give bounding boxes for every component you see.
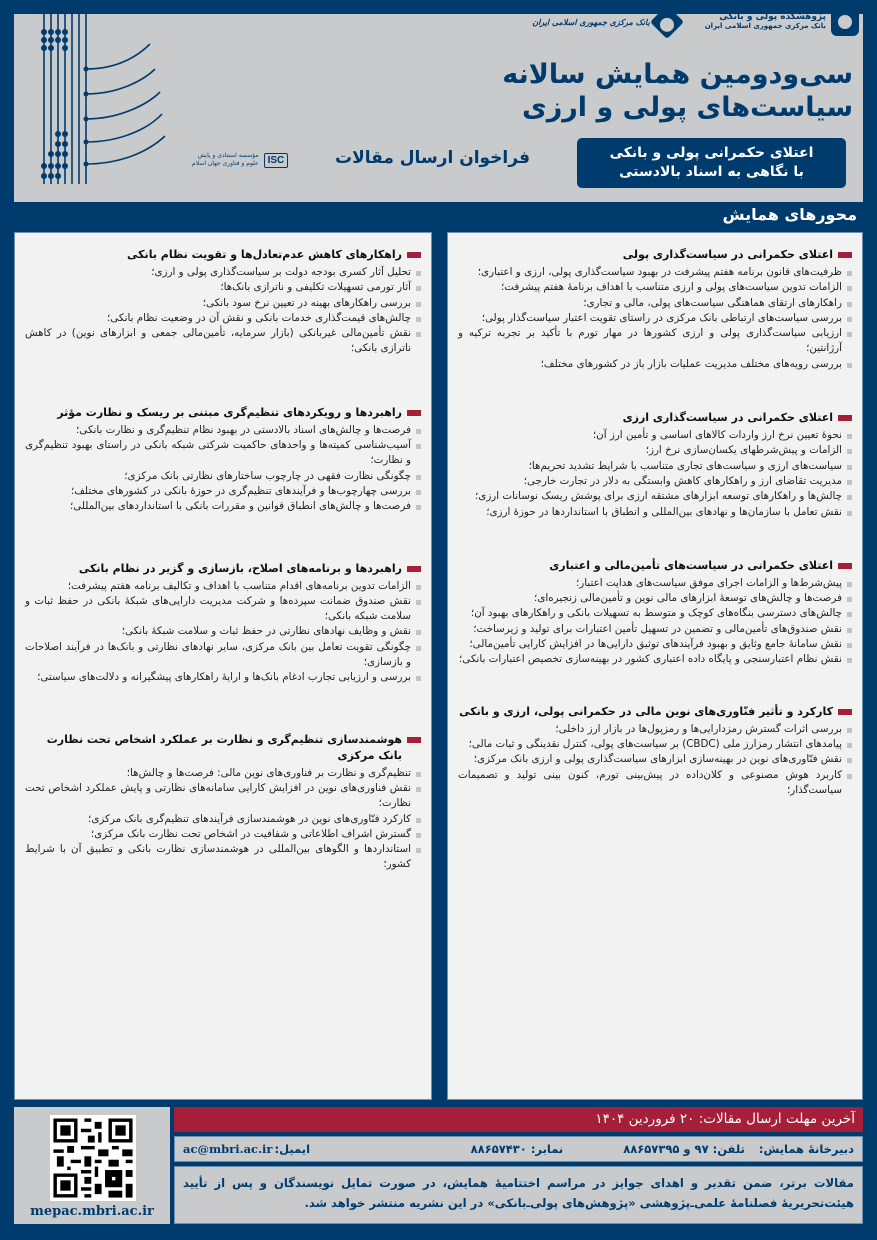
list-item: فرصت‌ها و چالش‌های اسناد بالادستی در بهبود نظام تنظیم‌گری و نظارت بانکی؛ [25, 423, 421, 438]
list-item: بررسی چهارچوب‌ها و فرآیندهای تنظیم‌گری در حوزهٔ بانکی در کشورهای مختلف؛ [25, 484, 421, 499]
list-item: چگونگی تقویت تعامل بین بانک مرکزی، سایر نهادهای نظارتی و بانک‌ها در فرآیند اصلاحات و بازسازی؛ [25, 640, 421, 671]
theme-line-1: اعتلای حکمرانی پولی و بانکی [609, 145, 814, 161]
list-item: نقش سامانهٔ جامع وثایق و بهبود فرآیندهای توثیق دارایی‌ها در افزایش کارایی تأمین‌مالی؛ [458, 637, 852, 652]
section-bullet-icon [838, 252, 852, 258]
phone-number: تلفن: ۹۷ و ۸۸۶۵۷۳۹۵ [623, 1142, 745, 1156]
section-bullet-icon [407, 737, 421, 743]
list-item: بررسی اثرات گسترش رمزدارایی‌ها و رمزپول‌ها در بازار ارز داخلی؛ [458, 722, 852, 737]
section-title: راهبردها و رویکردهای تنظیم‌گری مبتنی بر ریسک و نظارت مؤثر [57, 405, 402, 419]
institute-emblem-icon [831, 8, 859, 36]
calligraphy-artwork [30, 14, 180, 184]
section-title: راهکارهای کاهش عدم‌تعادل‌ها و تقویت نظام بانکی [127, 248, 402, 261]
list-item: چالش‌ها و راهکارهای توسعه ابزارهای مشتقه ارزی برای پوشش ریسک نوسانات ارزی؛ [458, 489, 852, 504]
section-title: کارکرد و تأثیر فنّاوری‌های نوین مالی در حکمرانی پولی، ارزی و بانکی [459, 704, 833, 718]
list-item: نقش و وظایف نهادهای نظارتی در حفظ ثبات و سلامت شبکهٔ بانکی؛ [25, 624, 421, 639]
section-bullet-icon [838, 563, 852, 569]
secretariat-label: دبیرخانهٔ همایش: [758, 1142, 854, 1156]
email-label: ایمیل: [274, 1142, 311, 1156]
list-item: نقش فناوری‌های نوین در افزایش کارایی سامانه‌های نظارتی و پایش عملکرد اشخاص تحت نظارت؛ [25, 781, 421, 812]
list-item: بررسی راهکارهای بهینه در تعیین نرخ سود بانکی؛ [25, 296, 421, 311]
list-item: الزامات و پیش‌شرطهای یکسان‌سازی نرخ ارز؛ [458, 443, 852, 458]
list-item: نقش صندوق ضمانت سپرده‌ها و شرکت مدیریت دارایی‌های شبکهٔ بانکی در حفظ ثبات و سلامت شبکه بانکی؛ [25, 594, 421, 625]
isc-line-2: علوم و فناوری جهان اسلام [192, 160, 259, 167]
list-item: مدیریت تقاضای ارز و راهکارهای کاهش وابستگی به دلار در تجارت خارجی؛ [458, 474, 852, 489]
axes-heading: محورهای همایش [722, 205, 857, 224]
list-item: نقش تعامل با سازمان‌ها و نهادهای بین‌المللی و انطباق با استانداردها در حوزهٔ ارزی؛ [458, 505, 852, 520]
list-item: بررسی و ارزیابی تجارب ادغام بانک‌ها و ارایهٔ راهکارهای پیشگیرانه و دلالت‌های سیاستی؛ [25, 670, 421, 685]
fax-number: نمابر: ۸۸۶۵۷۴۳۰ [470, 1142, 564, 1156]
list-item: تحلیل آثار کسری بودجه دولت بر سیاست‌گذاری پولی و ارزی؛ [25, 265, 421, 280]
list-item: چالش‌های قیمت‌گذاری خدمات بانکی و نقش آن در وضعیت نظام بانکی؛ [25, 311, 421, 326]
list-item: بررسی سیاست‌های ارتباطی بانک مرکزی در راستای تقویت اعتبار سیاست‌گذار پولی؛ [458, 311, 852, 326]
list-item: نقش نظام اعتبارسنجی و پایگاه داده اعتباری کشور در بهینه‌سازی تخصیص اعتبارات بانکی؛ [458, 652, 852, 667]
list-item: تنظیم‌گری و نظارت بر فناوری‌های نوین مالی: فرصت‌ها و چالش‌ها؛ [25, 766, 421, 781]
axis-section [25, 561, 421, 686]
section-title: اعتلای حکمرانی در سیاست‌های تأمین‌مالی و اعتباری [549, 558, 833, 572]
section-title: اعتلای حکمرانی در سیاست‌گذاری ارزی [622, 411, 833, 425]
deadline-banner: آخرین مهلت ارسال مقالات: ۲۰ فروردین ۱۴۰۴ [174, 1107, 863, 1132]
isc-abbr: ISC [264, 153, 289, 168]
list-item: بررسی رویه‌های مختلف مدیریت عملیات بازار باز در کشورهای مختلف؛ [458, 357, 852, 372]
list-item: نقش تأمین‌مالی غیربانکی (بازار سرمایه، تأمین‌مالی جمعی و ابزارهای نوین) در کاهش ناترازی بانکی؛ [25, 326, 421, 357]
logos-row [532, 8, 859, 36]
email-link[interactable]: ac@mbri.ac.ir [183, 1142, 273, 1156]
list-item: نقش فنّاوری‌های نوین در بهینه‌سازی ابزارهای سیاست‌گذاری پولی و ارزی بانک مرکزی؛ [458, 752, 852, 767]
list-item: الزامات تدوین سیاست‌های پولی و ارزی متناسب با اهداف برنامهٔ هفتم پیشرفت؛ [458, 280, 852, 295]
axis-section [458, 410, 852, 520]
section-title: هوشمندسازی تنظیم‌گری و نظارت بر عملکرد اشخاص تحت نظارت بانک مرکزی [46, 732, 402, 762]
list-item: آسیب‌شناسی کمیته‌ها و واحدهای حاکمیت شرکتی شبکه بانکی در راستای بهبود تنظیم‌گری و نظارت؛ [25, 438, 421, 469]
list-item: پیش‌شرط‌ها و الزامات اجرای موفق سیاست‌های هدایت اعتبار؛ [458, 576, 852, 591]
axis-section [25, 732, 421, 873]
central-bank-name: بانک مرکزی جمهوری اسلامی ایران [532, 17, 650, 27]
list-item: نحوهٔ تعیین نرخ ارز واردات کالاهای اساسی و تأمین ارز آن؛ [458, 428, 852, 443]
publication-note: مقالات برتر، ضمن تقدیر و اهدای جوایز در مراسم اختتامیهٔ همایش، در صورت تمایل نویسندگان و پس از تأیید هیئت‌تحریریهٔ فصلنامهٔ علمی‌ـ‌پژوهشی «پژوهش‌های پولی‌ـ‌بانکی» در این نشریه منتشر خواهد شد. [174, 1166, 863, 1224]
central-bank-emblem-icon [650, 5, 684, 39]
list-item: نقش صندوق‌های تأمین‌مالی و تضمین در تسهیل تأمین اعتبارات برای تولید و زیرساخت؛ [458, 622, 852, 637]
list-item: گسترش اشراف اطلاعاتی و شفافیت در اشخاص تحت نظارت بانک مرکزی؛ [25, 827, 421, 842]
axis-section [25, 405, 421, 515]
institute-name: پژوهشکده پولی و بانکی [719, 12, 826, 22]
isc-logo [192, 152, 288, 168]
section-title: اعتلای حکمرانی در سیاست‌گذاری پولی [622, 248, 833, 261]
section-bullet-icon [838, 709, 852, 715]
conference-title [473, 58, 853, 124]
section-bullet-icon [407, 566, 421, 572]
axis-section [25, 247, 421, 357]
list-item: استانداردها و الگوهای بین‌المللی در هوشمندسازی نظارت بانکی و تطبیق آن با شرایط کشور؛ [25, 842, 421, 873]
isc-line-1: مؤسسه استنادی و پایش [197, 152, 259, 159]
section-title: راهبردها و برنامه‌های اصلاح، بازسازی و گزیر در نظام بانکی [78, 561, 402, 575]
list-item: الزامات تدوین برنامه‌های اقدام متناسب با اهداف و تکالیف برنامه هفتم پیشرفت؛ [25, 579, 421, 594]
left-axes-panel [14, 232, 432, 1100]
list-item: چگونگی نظارت فقهی در چارچوب ساختارهای نظارتی بانک مرکزی؛ [25, 469, 421, 484]
institute-logo [705, 8, 859, 36]
contact-row [174, 1136, 863, 1162]
list-item: سیاست‌های ارزی و سیاست‌های تجاری متناسب با شرایط تشدید تحریم‌ها؛ [458, 459, 852, 474]
list-item: آثار تورمی تسهیلات تکلیفی و ناترازی بانک‌ها؛ [25, 280, 421, 295]
institute-sub: بانک مرکزی جمهوری اسلامی ایران [704, 22, 826, 30]
list-item: ارزیابی سیاست‌گذاری پولی و ارزی کشورها در مهار تورم با تأکید بر تجربه ترکیه و آرژانتین؛ [458, 326, 852, 357]
call-for-papers: فراخوان ارسال مقالات [335, 148, 530, 168]
qr-code[interactable] [50, 1115, 136, 1201]
section-bullet-icon [407, 252, 421, 258]
theme-box [577, 138, 846, 188]
list-item: فرصت‌ها و چالش‌های انطباق قوانین و مقررات بانکی با استانداردهای بین‌المللی؛ [25, 499, 421, 514]
section-bullet-icon [838, 415, 852, 421]
axis-section [458, 704, 852, 798]
right-axes-panel [447, 232, 863, 1100]
axis-section [458, 558, 852, 668]
list-item: پیامدهای انتشار رمزارز ملی (CBDC) بر سیاست‌های پولی، کنترل نقدینگی و ثبات مالی؛ [458, 737, 852, 752]
theme-line-2: با نگاهی به اسناد بالادستی [619, 164, 804, 180]
list-item: فرصت‌ها و چالش‌های توسعهٔ ابزارهای مالی نوین و تأمین‌مالی زنجیره‌ای؛ [458, 591, 852, 606]
website-link[interactable]: mepac.mbri.ac.ir [30, 1204, 154, 1219]
axis-section [458, 247, 852, 372]
section-bullet-icon [407, 410, 421, 416]
list-item: کاربرد هوش مصنوعی و کلان‌داده در پیش‌بینی تورم، کنون بینی تولید و تصمیمات سیاست‌گذار؛ [458, 768, 852, 799]
list-item: راهکارهای ارتقای هماهنگی سیاست‌های پولی، مالی و تجاری؛ [458, 296, 852, 311]
list-item: کارکرد فنّاوری‌های نوین در هوشمندسازی فرآیندهای تنظیم‌گری بانک مرکزی؛ [25, 812, 421, 827]
list-item: ظرفیت‌های قانون برنامه هفتم پیشرفت در بهبود سیاست‌گذاری پولی، ارزی و اعتباری؛ [458, 265, 852, 280]
title-line-2: سیاست‌های پولی و ارزی [521, 92, 853, 123]
central-bank-logo [532, 10, 679, 34]
list-item: چالش‌های دسترسی بنگاه‌های کوچک و متوسط به تسهیلات بانکی و راهکارهای بهبود آن؛ [458, 606, 852, 621]
title-line-1: سی‌ودومین همایش سالانه [502, 59, 853, 90]
